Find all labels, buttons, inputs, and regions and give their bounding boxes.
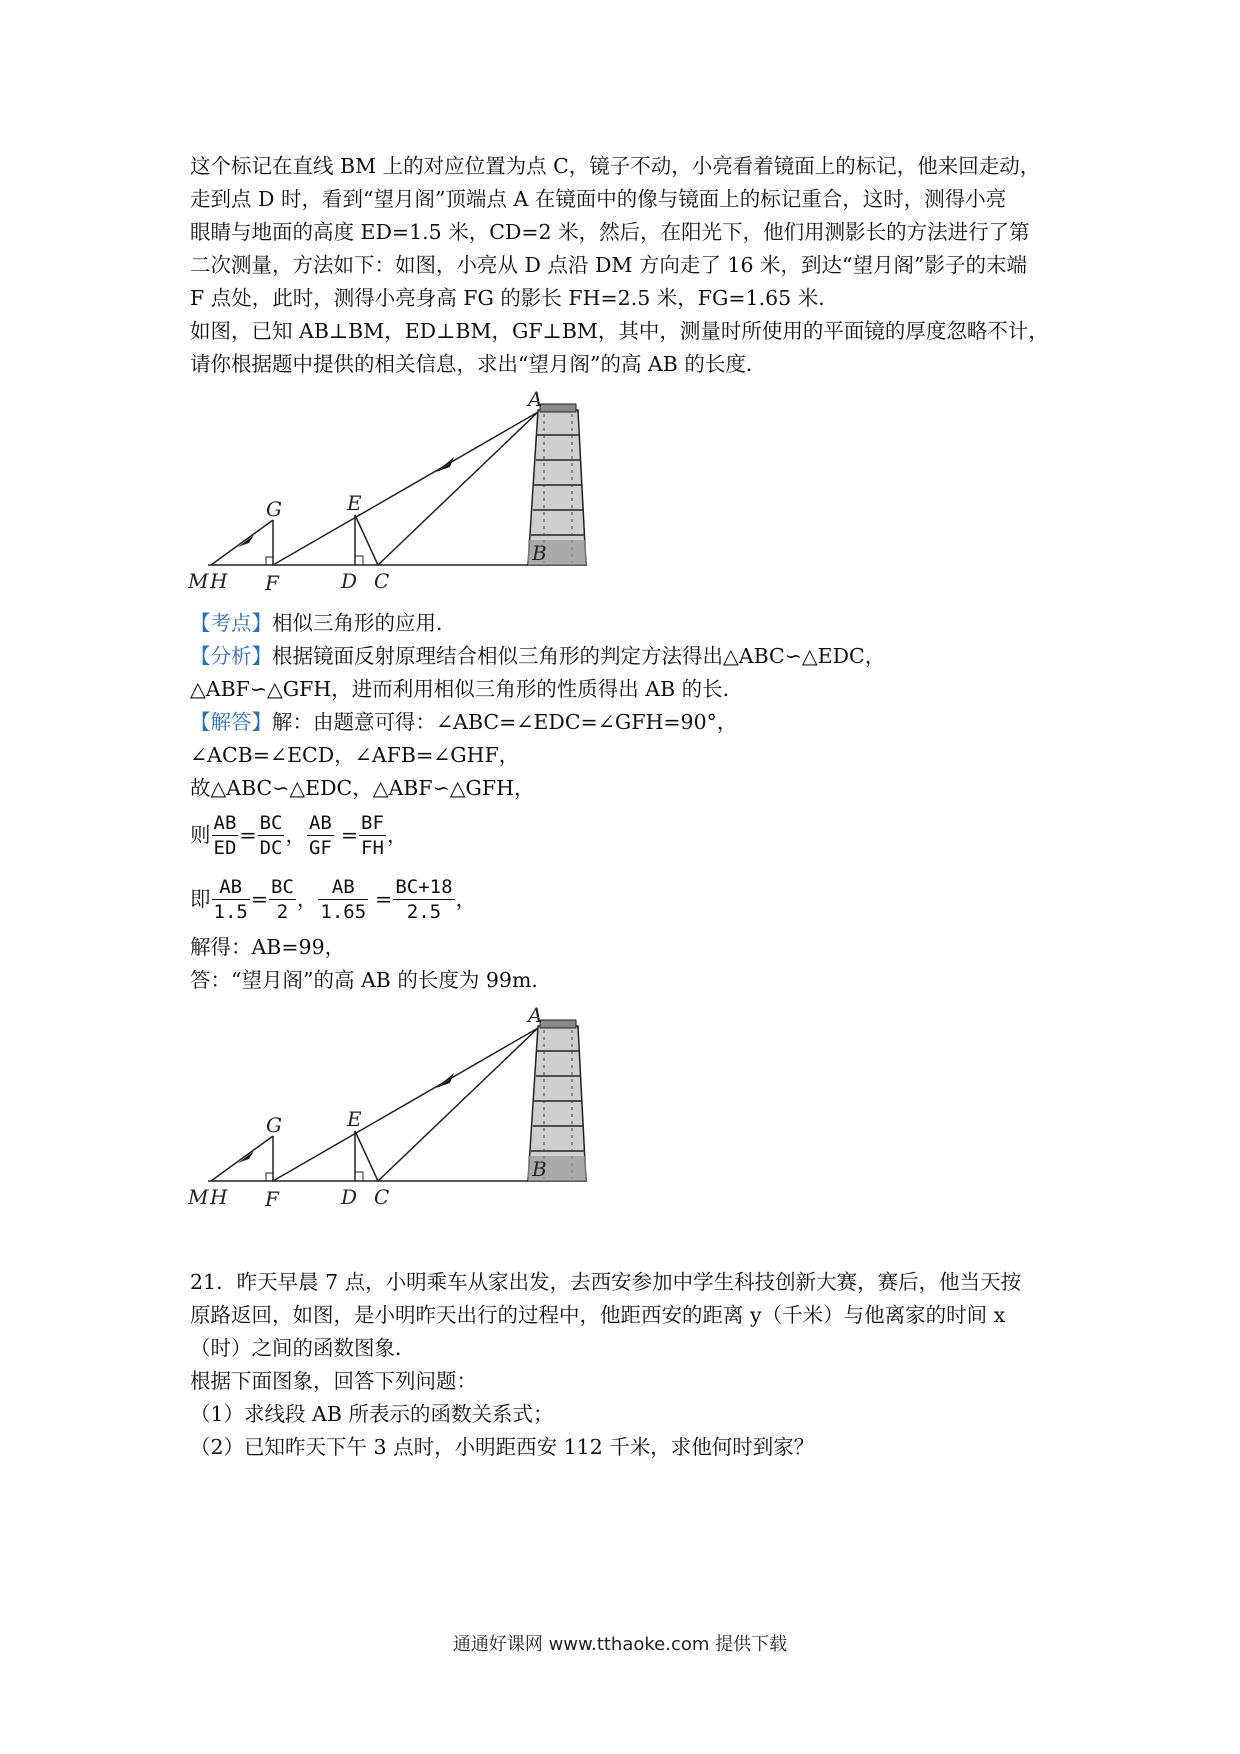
- fraction: $\frac{AB}{ED}$: [213, 811, 237, 859]
- label-F: F: [265, 1187, 279, 1206]
- jieda-line: [190, 706, 1070, 739]
- equals-sign: =: [250, 886, 269, 911]
- result-line: 解得：AB=99，: [190, 935, 346, 959]
- label-C: C: [374, 1185, 390, 1206]
- text-line: 眼睛与地面的高度 ED=1.5 米，CD=2 米，然后，在阳光下，他们用测影长的方法进行了第: [190, 220, 1030, 244]
- label-A: A: [528, 390, 543, 411]
- equals-sign: =: [340, 822, 359, 847]
- label-C: C: [374, 569, 390, 590]
- fraction: $\frac{BF}{FH}$: [361, 811, 384, 859]
- text-line: 这个标记在直线 BM 上的对应位置为点 C，镜子不动，小亮看着镜面上的标记，他来回走动，: [190, 154, 1041, 178]
- text-line: 如图，已知 AB⊥BM，ED⊥BM，GF⊥BM，其中，测量时所使用的平面镜的厚度忽略不计，: [190, 319, 1049, 343]
- label-H: H: [210, 569, 228, 590]
- text-line: 21．昨天早晨 7 点，小明乘车从家出发，去西安参加中学生科技创新大赛，赛后，他当天按: [190, 1270, 1022, 1294]
- text-line: 原路返回，如图，是小明昨天出行的过程中，他距西安的距离 y（千米）与他离家的时间 x: [190, 1303, 1006, 1327]
- text-line: 二次测量，方法如下：如图，小亮从 D 点沿 DM 方向走了 16 米，到达“望月阁”影子的末端: [190, 253, 1028, 277]
- answer-line: 答：“望月阁”的高 AB 的长度为 99m.: [190, 968, 538, 992]
- right-angle-F: [266, 1173, 273, 1181]
- ratio-equation: [190, 803, 1070, 867]
- arrow-head: [436, 1073, 454, 1088]
- geometry-figure-repeat: [188, 1006, 648, 1206]
- text-line: 故△ABC∽△EDC，△ABF∽△GFH，: [190, 776, 535, 800]
- line-AF: [273, 412, 538, 565]
- fraction: $\frac{BC}{DC}$: [259, 811, 283, 859]
- right-angle-D: [355, 556, 363, 565]
- geometry-figure: [188, 390, 648, 590]
- comma: ，: [386, 822, 408, 847]
- label-E: E: [347, 1107, 362, 1131]
- equations: [190, 803, 1070, 997]
- fraction: $\frac{AB}{1.5}$: [213, 875, 248, 923]
- segment-EC: [355, 1131, 378, 1181]
- jieda-tag: 【解答】: [190, 710, 272, 734]
- fenxi-tag: 【分析】: [190, 644, 272, 668]
- kaodian-text: 相似三角形的应用．: [272, 611, 457, 635]
- segment-GH: [211, 520, 273, 565]
- equals-sign: =: [375, 886, 393, 911]
- segment-GH: [211, 1136, 273, 1181]
- segment-EC: [355, 515, 378, 565]
- ze-text: 则: [190, 822, 211, 847]
- problem-21: [190, 1266, 1070, 1464]
- arrow-head: [238, 1151, 254, 1163]
- text-line: 走到点 D 时，看到“望月阁”顶端点 A 在镜面中的像与镜面上的标记重合，这时，测得小亮: [190, 187, 1007, 211]
- label-B: B: [532, 541, 547, 565]
- label-H: H: [210, 1185, 228, 1206]
- comma: ，: [296, 886, 318, 911]
- fenxi-text: 根据镜面反射原理结合相似三角形的判定方法得出△ABC∽△EDC，: [272, 644, 886, 668]
- text-line: （时）之间的函数图象．: [190, 1336, 416, 1360]
- arrow-head: [238, 535, 254, 547]
- fenxi-line: [190, 640, 1070, 673]
- right-angle-D: [355, 1172, 363, 1181]
- fraction: $\frac{BC}{2}$: [271, 875, 294, 923]
- text-line: ∠ACB=∠ECD，∠AFB=∠GHF，: [190, 743, 520, 767]
- comma: ，: [455, 886, 477, 911]
- fraction: $\frac{BC+18}{2.5}$: [395, 875, 453, 923]
- label-F: F: [265, 571, 279, 590]
- label-E: E: [347, 491, 362, 515]
- line-AC: [378, 412, 538, 565]
- label-G: G: [266, 1113, 282, 1137]
- fraction: $\frac{AB}{1.65}$: [320, 875, 367, 923]
- question-2: （2）已知昨天下午 3 点时，小明距西安 112 千米，求他何时到家？: [190, 1435, 815, 1459]
- comma: ，: [285, 822, 306, 847]
- label-M: M: [188, 569, 209, 590]
- label-G: G: [266, 497, 282, 521]
- kaodian-line: [190, 607, 1070, 640]
- text-line: F 点处，此时，测得小亮身高 FG 的影长 FH=2.5 米，FG=1.65 米．: [190, 286, 839, 310]
- text-line: 根据下面图象，回答下列问题：: [190, 1369, 477, 1393]
- page-footer: 通通好课网 www.tthaoke.com 提供下载: [452, 1634, 788, 1655]
- fenxi-line-2: △ABF∽△GFH，进而利用相似三角形的性质得出 AB 的长．: [190, 677, 744, 701]
- equals-sign: =: [239, 822, 257, 847]
- fraction: $\frac{AB}{GF}$: [308, 811, 332, 859]
- jieda-text: 解：由题意可得：∠ABC=∠EDC=∠GFH=90°，: [272, 710, 738, 734]
- solution: [190, 607, 1070, 805]
- label-A: A: [528, 1006, 543, 1027]
- numeric-equation: [190, 867, 1070, 931]
- problem-text: [190, 150, 1070, 381]
- arrow-head: [436, 457, 454, 472]
- question-1: （1）求线段 AB 所表示的函数关系式；: [190, 1402, 554, 1426]
- label-B: B: [532, 1157, 547, 1181]
- label-M: M: [188, 1185, 209, 1206]
- line-AC: [378, 1028, 538, 1181]
- ji-text: 即: [190, 886, 211, 911]
- label-D: D: [341, 1185, 358, 1206]
- line-AF: [273, 1028, 538, 1181]
- text-line: 请你根据题中提供的相关信息，求出“望月阁”的高 AB 的长度．: [190, 352, 767, 376]
- kaodian-tag: 【考点】: [190, 611, 272, 635]
- right-angle-F: [266, 557, 273, 565]
- label-D: D: [341, 569, 358, 590]
